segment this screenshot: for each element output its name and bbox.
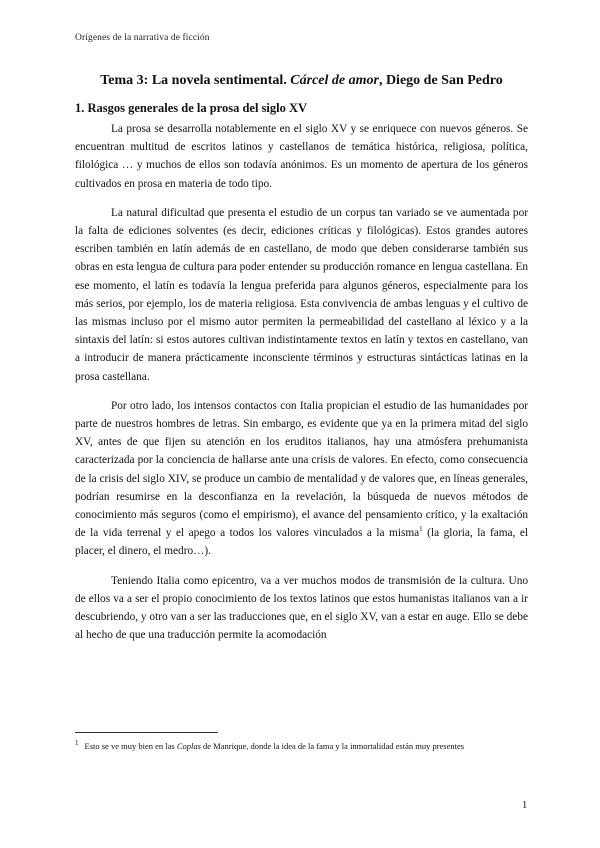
title-suffix: , Diego de San Pedro [378,73,503,88]
footnote-text-b: de Manrique, donde la idea de la fama y la inmortalidad están muy presentes [200,741,465,751]
footnote-reference[interactable]: 1 [419,525,423,534]
footnote-work: Coplas [176,741,201,751]
paragraph-4: Teniendo Italia como epicentro, va a ver muchos modos de transmisión de la cultura. Uno de ellos va a ser el propio conocimiento de los textos latinos que estos humanistas italianos van a ir descubriendo, y otro van a ser las traducciones que, en el siglo XV, van a estar en auge. Ello se debe al hecho de que una traducción permite la acomodación [75,574,528,642]
section-heading: 1. Rasgos generales de la prosa del siglo XV [75,101,308,115]
paragraph-2: La natural dificultad que presenta el estudio de un corpus tan variado se ve aumentada por la falta de ediciones solventes (es decir, ediciones críticas y filológicas). Estos grandes autores escriben también en latín además de en castellano, de modo que deben considerarse también sus obras en esta lengua de cultura para poder entender su producción romance en lengua castellana. En ese momento, el latín es todavía la lengua preferida para algunos géneros, especialmente para los más serios, por ejemplo, los de materia religiosa. Esta convivencia de ambas lenguas y el cultivo de las mismas incluso por el mismo autor permiten la permeabilidad del castellano al léxico y a la sintaxis del latín: si estos autores cultivan indistintamente textos en latín y textos en castellano, van a introducir de manera prácticamente inconsciente términos y estructuras sintácticas latinas en la prosa castellana. [75,206,528,383]
title-work: Cárcel de amor [290,73,379,88]
document-title [75,73,528,89]
footnote-separator [75,732,218,733]
paragraph-1: La prosa se desarrolla notablemente en el siglo XV y se enriquece con nuevos géneros. Se encuentran multitud de escritos latinos y castellanos de temática histórica, religiosa, política, filológica … y muchos de ellos son todavía anónimos. Es un momento de apertura de los géneros cultivados en prosa en materia de todo tipo. [75,123,528,190]
footnote-text-a: Esto se ve muy bien en las [84,741,177,751]
footnote-mark: 1 [75,739,79,748]
paragraph-3-text-b: (la gloria, la fama, el placer, el dinero, el medro…). [75,527,529,558]
paragraph-3-text-a: Por otro lado, los intensos contactos con Italia propician el estudio de las humanidades por parte de nuestros hombres de letras. Sin embargo, es evidente que ya en la primera mitad del siglo XV, antes de que fijen su atención en los eruditos italianos, hay una atmósfera prehumanista caracterizada por la conciencia de hallarse ante una crisis de valores. En efecto, como consecuencia de la crisis del siglo XIV, se produce un cambio de mentalidad y de valores que, en líneas generales, podrían resumirse en la desconfianza en la revelación, la búsqueda de nuevos métodos de conocimiento más seguros (como el empirismo), el avance del pensamiento crítico, y la exaltación de la vida terrenal y el apego a todos los valores vinculados a la misma [75,399,528,540]
page-number: 1 [522,800,528,811]
title-prefix: Tema 3: La novela sentimental. [100,73,291,88]
running-header: Orígenes de la narrativa de ficción [75,33,210,43]
footnote [75,740,528,753]
paragraph-3 [75,397,528,561]
body-text [75,120,528,655]
